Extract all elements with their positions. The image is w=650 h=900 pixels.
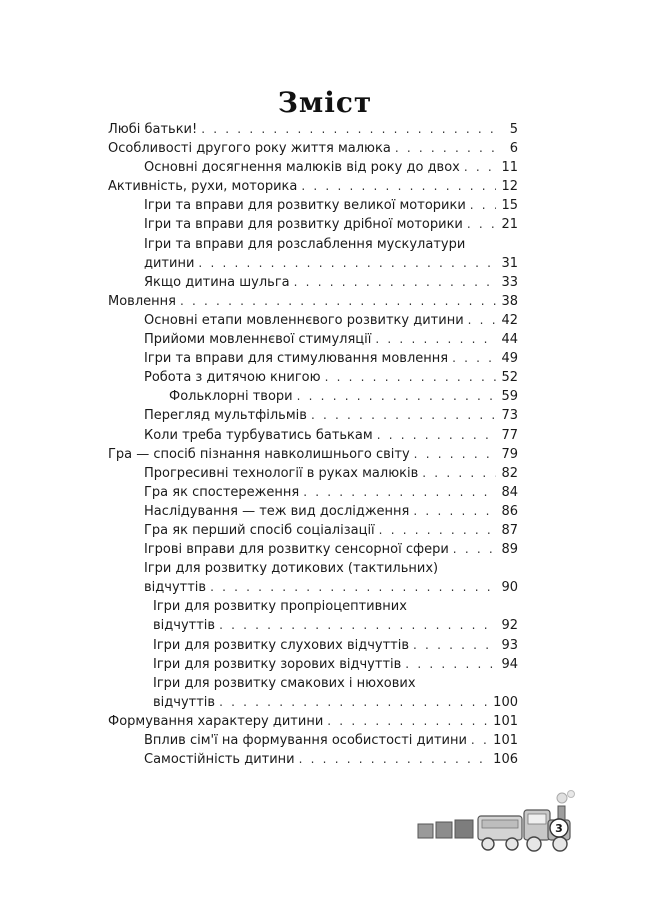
toc-entry-line [144,483,518,502]
toc-entry [108,273,518,292]
toc-entry-title: Ігри та вправи для розвитку дрібної моторики [144,217,463,233]
toc-entry-title: відчуттів [153,694,216,710]
toc-entry-line [153,693,518,712]
toc-entry-line [144,273,518,292]
toc-entry-title: Ігри для розвитку слухових відчуттів [153,637,410,653]
toc-leader-dots [467,215,496,234]
toc-page-number: 5 [509,122,518,137]
toc-entry [108,636,518,655]
toc-entry [108,502,518,521]
toc-entry-line [144,311,518,330]
toc-entry-title: Наслідування — теж вид дослідження [144,503,410,519]
toc-entry-line [144,254,518,273]
toc-entry-line [153,616,518,635]
toc-entry-title: Гра як перший спосіб соціалізації [144,522,375,538]
toc-entry-line [144,731,518,750]
toc-entry [108,368,518,387]
toc-entry [108,406,518,425]
toc-leader-dots [379,521,496,540]
toc-entry-line [144,368,518,387]
toc-entry-line [108,177,518,196]
toc-entry-line [144,750,518,769]
toc-entry-line [144,406,518,425]
toc-leader-dots [219,616,496,635]
toc-entry [108,158,518,177]
toc-leader-dots [210,578,496,597]
toc-entry [108,426,518,445]
toc-page-number: 106 [493,752,518,768]
toc-entry-title: Особливості другого року життя малюка [108,141,391,157]
toc-page-number: 15 [501,198,518,214]
toc-leader-dots [180,292,496,311]
toc-page-number: 73 [501,408,518,424]
toc-entry-title: Основні етапи мовленнєвого розвитку дитини [144,312,464,328]
toc-entry-title: Якщо дитина шульга [144,274,290,290]
toc-entry [108,445,518,464]
toc-page-number: 38 [501,293,518,309]
toc-leader-dots [395,139,496,158]
toc-page-number: 11 [501,160,518,176]
toc-page-number: 42 [501,312,518,328]
toc-entry-title: Мовлення [108,293,176,309]
toc-leader-dots [413,636,496,655]
toc-leader-dots [414,445,496,464]
toc-page-number: 87 [501,522,518,538]
toc-entry [108,120,518,139]
toc-leader-dots [299,750,490,769]
toc-page-number: 92 [501,618,518,634]
toc-page-number: 6 [509,141,518,157]
toc-page-number: 59 [501,389,518,405]
toc-entry [108,311,518,330]
toc-entry [108,196,518,215]
toc-entry-title: Ігри та вправи для стимулювання мовлення [144,351,449,367]
toc-entry-title: Формування характеру дитини [108,713,324,729]
toc-leader-dots [405,655,496,674]
toc-entry-title: Ігри для розвитку пропріоцептивних [153,599,407,615]
toc-leader-dots [303,483,496,502]
toc-page-number: 89 [501,542,518,558]
toc-entry-title: Робота з дитячою книгою [144,370,321,386]
toc-entry-title: Основні досягнення малюків від року до двох [144,160,460,176]
toc-entry-line [144,426,518,445]
toc-entry [108,521,518,540]
toc-entry [108,464,518,483]
toc-page-number: 100 [493,694,518,710]
toc-entry-title: Любі батьки! [108,122,198,137]
toc-entry-line [144,502,518,521]
toc-entry [108,540,518,559]
toc-entry [108,387,518,406]
toc-leader-dots [453,540,496,559]
toc-page-number: 21 [501,217,518,233]
toc-page-number: 84 [501,484,518,500]
toc-leader-dots [297,387,496,406]
toc-entry [108,750,518,769]
toc-entry-line [144,330,518,349]
toc-page-number: 49 [501,351,518,367]
toc-page-number: 52 [501,370,518,386]
toc-entry-title: Гра — спосіб пізнання навколишнього світу [108,446,410,462]
toc-leader-dots [219,693,489,712]
toc-entry-line [144,578,518,597]
toc-entry [108,235,518,273]
toc-page-number: 93 [501,637,518,653]
toc-entry-line [144,540,518,559]
toc-leader-dots [422,464,496,483]
toc-entry [108,597,518,635]
toc-entry-line [108,712,518,731]
toc-entry [108,674,518,712]
toc-entry-line [108,120,518,139]
toc-page-number: 33 [501,274,518,290]
toc-entry [108,731,518,750]
toc-entry [108,712,518,731]
toc-entry-title: відчуттів [144,580,207,596]
toc-leader-dots [327,712,489,731]
toc-entry-line [144,349,518,368]
table-of-contents [108,120,518,769]
toc-leader-dots [325,368,496,387]
toc-leader-dots [471,731,489,750]
toc-entry [108,349,518,368]
toc-leader-dots [452,349,496,368]
toc-page-number: 86 [501,503,518,519]
toc-entry-title: Прогресивні технології в руках малюків [144,465,419,481]
toc-page-number: 90 [501,580,518,596]
toc-leader-dots [470,196,496,215]
toc-page-number: 82 [501,465,518,481]
toc-entry [108,292,518,311]
toc-entry-title: Самостійність дитини [144,752,295,768]
toc-entry-line [144,158,518,177]
toc-entry-line [169,387,518,406]
toc-entry-title: відчуттів [153,618,216,634]
page-number: 3 [555,822,563,835]
toc-entry-title: Ігри для розвитку смакових і нюхових [153,675,416,691]
toc-page-number: 79 [501,446,518,462]
toc-page-number: 12 [501,179,518,195]
toc-entry-title: Ігри для розвитку зорових відчуттів [153,656,402,672]
toc-entry-title: Ігрові вправи для розвитку сенсорної сфери [144,542,449,558]
toc-page-number: 94 [501,656,518,672]
toc-entry-title: Ігри та вправи для розслаблення мускулатури [144,236,466,252]
toc-leader-dots [468,311,496,330]
toc-entry-title: Вплив сім'ї на формування особистості дитини [144,733,467,748]
toc-entry-line [144,559,518,578]
toc-entry-line [108,139,518,158]
toc-entry [108,559,518,597]
toc-leader-dots [464,158,496,177]
toc-entry-title: Гра як спостереження [144,484,300,500]
toc-entry-line [144,521,518,540]
toc-entry-title: Активність, рухи, моторика [108,179,298,195]
toc-entry [108,177,518,196]
toc-entry-title: Ігри та вправи для розвитку великої моторики [144,198,466,214]
toc-page-number: 101 [493,733,518,748]
toc-entry-line [144,464,518,483]
toc-entry [108,330,518,349]
toc-entry-line [108,445,518,464]
toc-leader-dots [375,330,496,349]
toc-entry-line [144,215,518,234]
toc-entry-title: Ігри для розвитку дотикових (тактильних) [144,561,439,577]
train-illustration [412,790,592,860]
toc-page-number: 31 [501,255,518,271]
toc-entry [108,139,518,158]
toc-entry [108,215,518,234]
page-title: Зміст [277,86,373,119]
toc-page-number: 101 [493,713,518,729]
toc-entry [108,483,518,502]
toc-entry-line [108,292,518,311]
toc-entry-title: Фольклорні твори [169,389,293,405]
toc-entry-title: Перегляд мультфільмів [144,408,307,424]
toc-entry [108,655,518,674]
toc-leader-dots [201,120,496,139]
toc-leader-dots [413,502,496,521]
toc-entry-line [153,597,518,616]
toc-page-number: 77 [501,427,518,443]
toc-leader-dots [311,406,496,425]
toc-leader-dots [198,254,496,273]
toc-entry-line [153,674,518,693]
toc-entry-line [153,636,518,655]
toc-leader-dots [301,177,496,196]
toc-entry-title: Коли треба турбуватись батькам [144,427,373,443]
toc-entry-line [153,655,518,674]
toc-entry-line [144,196,518,215]
toc-entry-line [144,235,518,254]
toc-entry-title: Прийоми мовленнєвої стимуляції [144,332,372,348]
toc-entry-title: дитини [144,255,195,271]
toc-leader-dots [294,273,496,292]
toc-page-number: 44 [501,332,518,348]
toc-leader-dots [377,426,496,445]
